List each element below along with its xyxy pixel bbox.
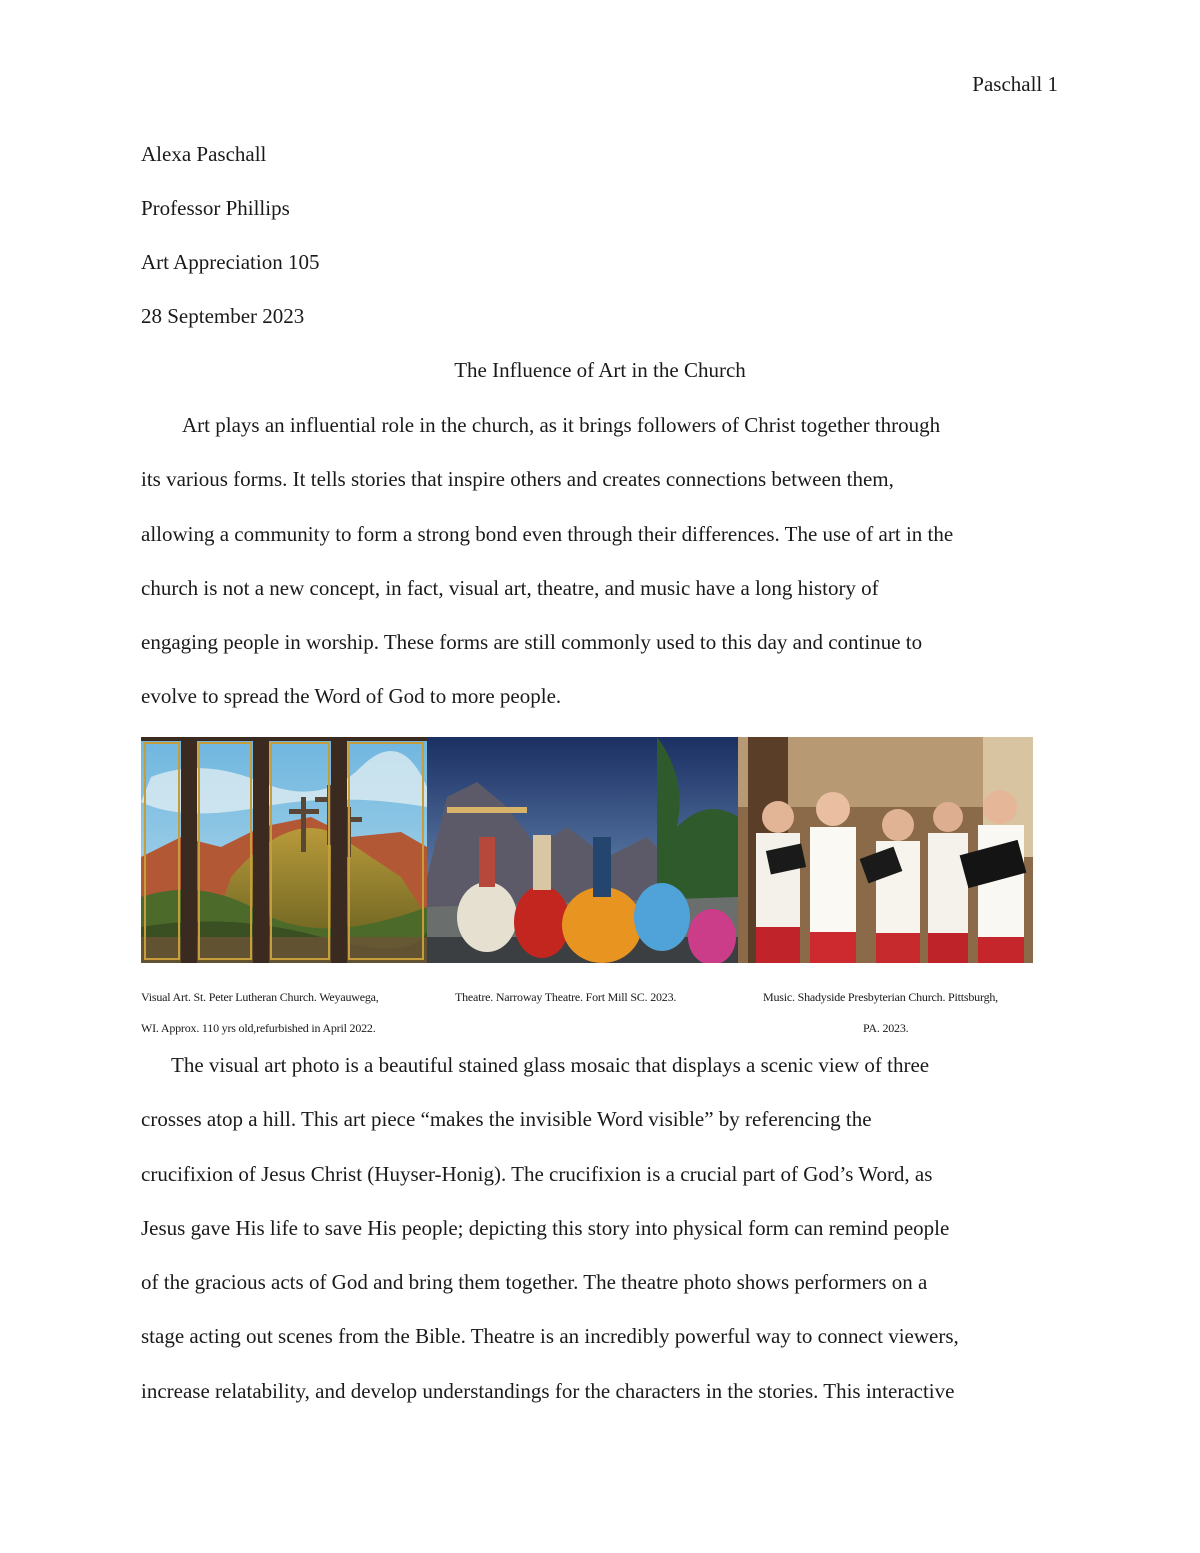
paper-title: The Influence of Art in the Church [454, 358, 746, 382]
date: 28 September 2023 [141, 304, 305, 328]
caption-music-line1: Music. Shadyside Presbyterian Church. Pittsburgh, [763, 990, 998, 1004]
course-name: Art Appreciation 105 [141, 250, 320, 274]
paragraph-line: evolve to spread the Word of God to more people. [141, 684, 562, 709]
paragraph-line: The visual art photo is a beautiful stained glass mosaic that displays a scenic view of three [171, 1053, 930, 1077]
paragraph-analysis [141, 1038, 1061, 1418]
paragraph-line: church is not a new concept, in fact, visual art, theatre, and music have a long history of [141, 575, 879, 600]
author-name: Alexa Paschall [141, 142, 267, 166]
paragraph-line: crucifixion of Jesus Christ (Huyser-Honig). The crucifixion is a crucial part of God’s Word, as [141, 1161, 933, 1186]
paragraph-line: its various forms. It tells stories that inspire others and creates connections between them, [141, 467, 894, 492]
caption-theatre: Theatre. Narroway Theatre. Fort Mill SC. 2023. [455, 990, 677, 1004]
paragraph-line: Art plays an influential role in the church, as it brings followers of Christ together through [182, 413, 941, 437]
paragraph-line: stage acting out scenes from the Bible. Theatre is an incredibly powerful way to connect viewers, [141, 1324, 959, 1349]
paragraph-line: increase relatability, and develop understandings for the characters in the stories. This interactive [141, 1378, 955, 1403]
paragraph-intro [141, 398, 1061, 724]
paragraph-line: Jesus gave His life to save His people; depicting this story into physical form can remind people [141, 1215, 950, 1240]
paragraph-line: allowing a community to form a strong bond even through their differences. The use of art in the [141, 521, 954, 546]
theatre-photo [427, 737, 738, 963]
paragraph-line: crosses atop a hill. This art piece “makes the invisible Word visible” by referencing the [141, 1107, 872, 1132]
paragraph-line: engaging people in worship. These forms are still commonly used to this day and continue to [141, 630, 923, 655]
caption-music-line2: PA. 2023. [863, 1021, 909, 1035]
caption-visual-art-line1: Visual Art. St. Peter Lutheran Church. Weyauwega, [141, 990, 379, 1004]
photo-strip [141, 737, 1033, 963]
paragraph-line: of the gracious acts of God and bring them together. The theatre photo shows performers on a [141, 1270, 928, 1295]
stained-glass-photo [141, 737, 427, 963]
instructor-name: Professor Phillips [141, 196, 290, 220]
caption-visual-art-line2: WI. Approx. 110 yrs old,refurbished in April 2022. [141, 1021, 376, 1035]
running-head: Paschall 1 [972, 72, 1058, 96]
choir-photo [738, 737, 1033, 963]
